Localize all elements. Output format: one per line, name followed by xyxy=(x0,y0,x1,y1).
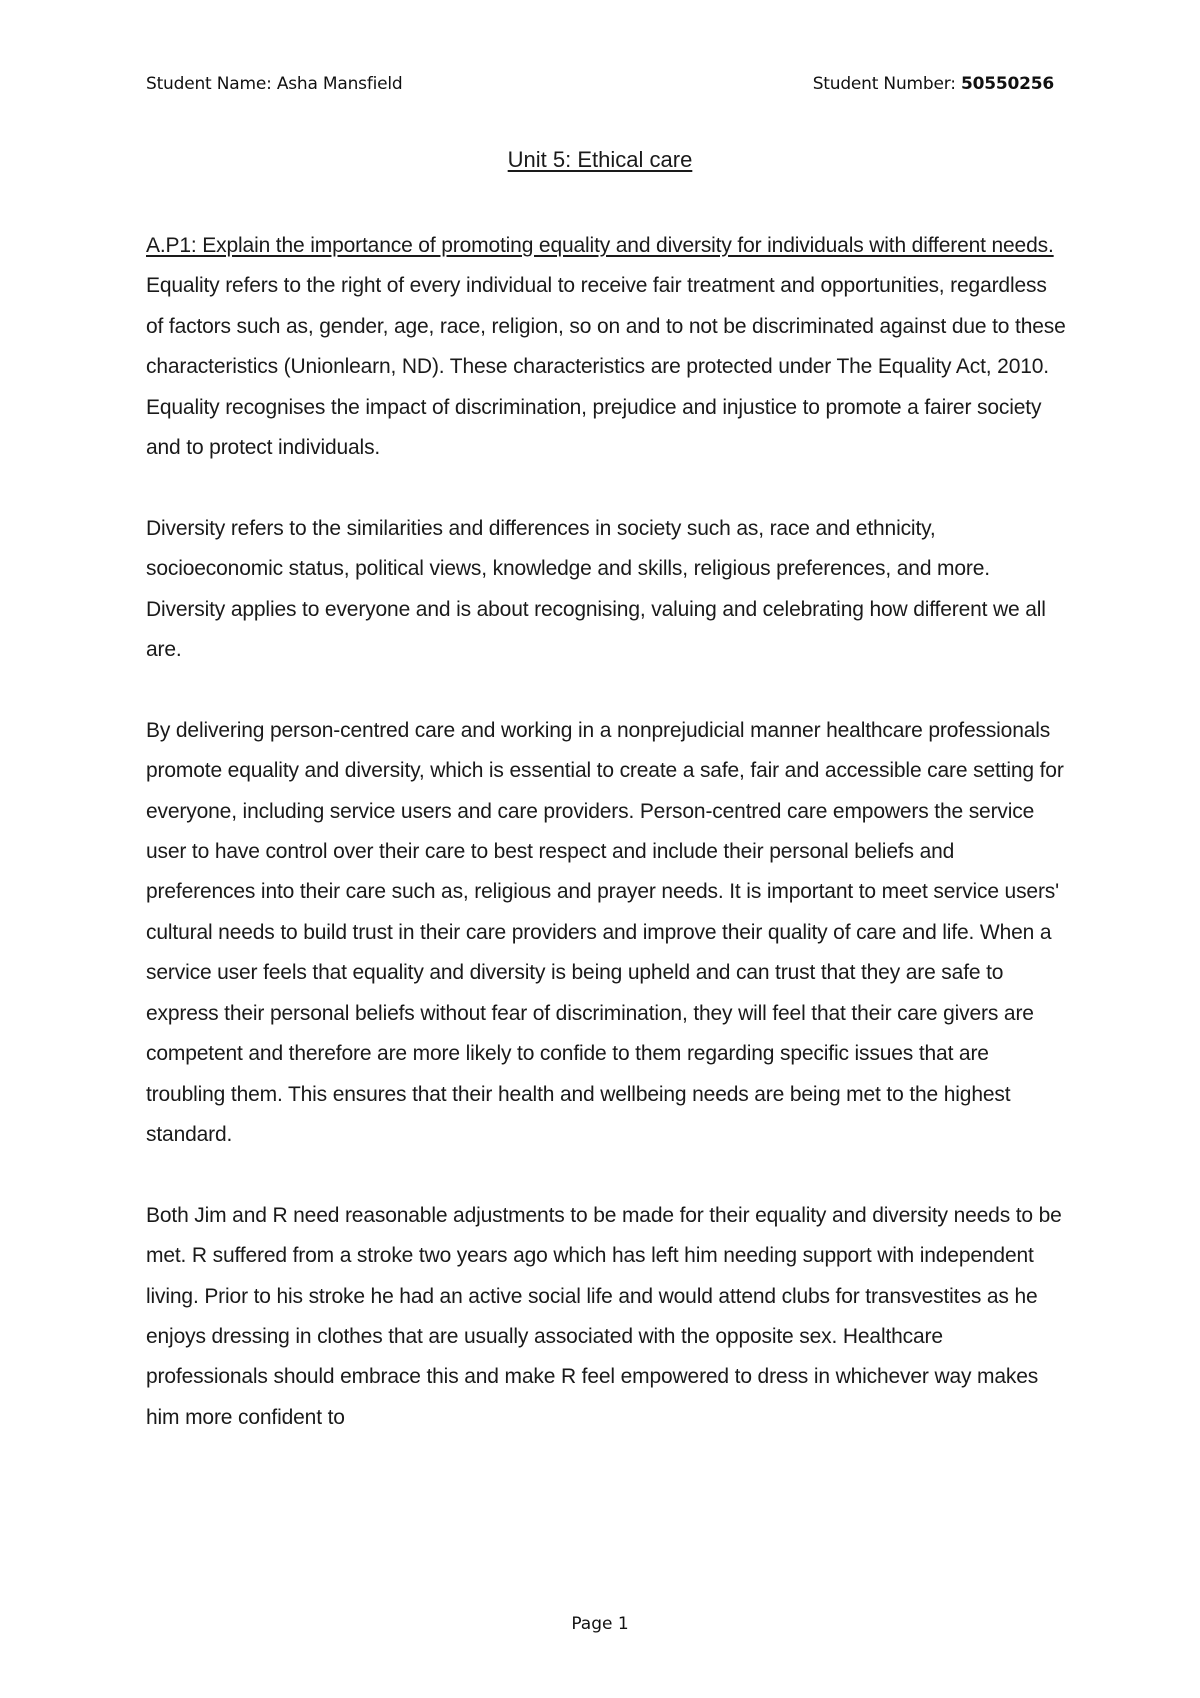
paragraph-person-centred-care: By delivering person-centred care and working in a nonprejudicial manner healthcare professionals promote equality and diversity, which is essential to create a safe, fair and accessible care setting for everyone, including service users and care providers. Person-centred care empowers the service user to have control over their care to best respect and include their personal beliefs and preferences into their care such as, religious and prayer needs. It is important to meet service users' cultural needs to build trust in their care providers and improve their quality of care and life. When a service user feels that equality and diversity is being upheld and can trust that they are safe to express their personal beliefs without fear of discrimination, they will feel that their care givers are competent and therefore are more likely to confide to them regarding specific issues that are troubling them. This ensures that their health and wellbeing needs are being met to the highest standard. xyxy=(146,718,1064,1146)
document-body xyxy=(146,226,1066,1438)
page-number: Page 1 xyxy=(571,1614,629,1634)
paragraph-diversity: Diversity refers to the similarities and differences in society such as, race and ethnicity, socioeconomic status, political views, knowledge and skills, religious preferences, and more. Diversity applies to everyone and is about recognising, valuing and celebrating how different we all are. xyxy=(146,516,1046,662)
student-name-label: Student Name: xyxy=(146,74,272,94)
document-title-text: Unit 5: Ethical care xyxy=(507,147,693,172)
section-heading: A.P1: Explain the importance of promoting equality and diversity for individuals with different needs. xyxy=(146,234,1054,257)
page-header xyxy=(146,74,1054,94)
student-number-label: Student Number: xyxy=(812,74,956,94)
student-name-value: Asha Mansfield xyxy=(276,74,403,94)
page-footer xyxy=(0,1614,1200,1634)
paragraph-spacer xyxy=(146,670,1066,710)
paragraph-jim-and-r: Both Jim and R need reasonable adjustments to be made for their equality and diversity needs to be met. R suffered from a stroke two years ago which has left him needing support with independent living. Prior to his stroke he had an active social life and would attend clubs for transvestites as he enjoys dressing in clothes that are usually associated with the opposite sex. Healthcare professionals should embrace this and make R feel empowered to dress in whichever way makes him more confident to xyxy=(146,1203,1062,1429)
paragraph-spacer xyxy=(146,468,1066,508)
student-number-value: 50550256 xyxy=(960,74,1054,94)
paragraph-equality: Equality refers to the right of every individual to receive fair treatment and opportunities, regardless of factors such as, gender, age, race, religion, so on and to not be discriminated against due to these characteristics (Unionlearn, ND). These characteristics are protected under The Equality Act, 2010. Equality recognises the impact of discrimination, prejudice and injustice to promote a fairer society and to protect individuals. xyxy=(146,274,1066,460)
paragraph-spacer xyxy=(146,1155,1066,1195)
student-number xyxy=(813,74,1054,94)
student-name xyxy=(146,74,403,94)
document-title xyxy=(0,145,1200,175)
